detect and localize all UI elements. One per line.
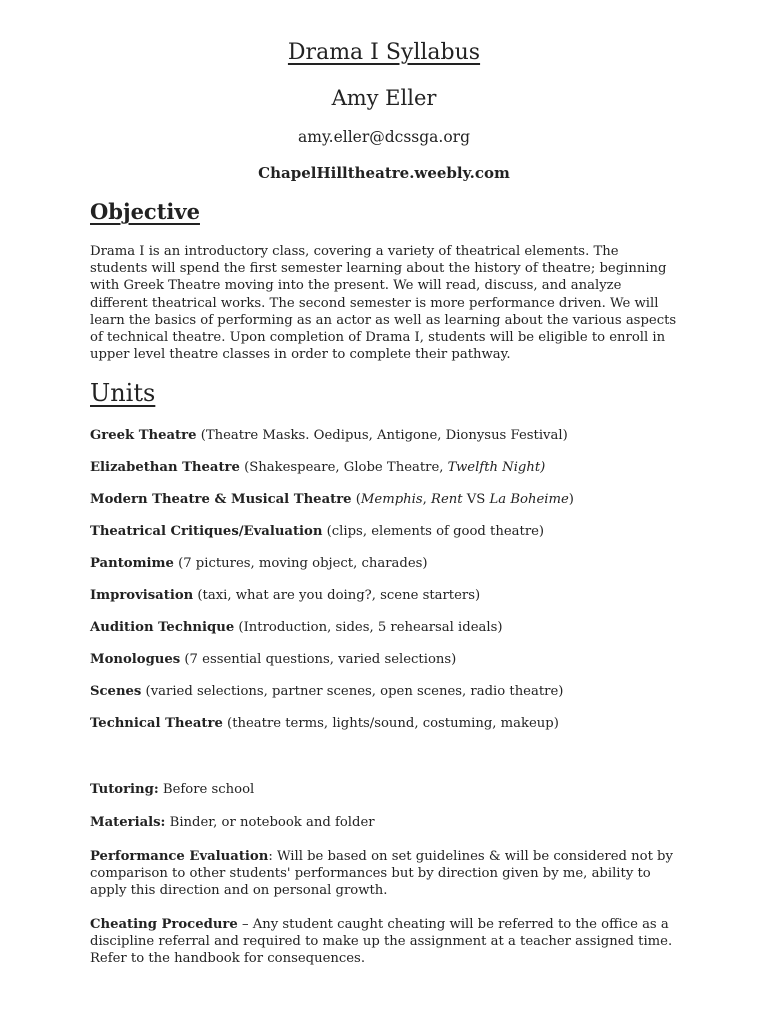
- materials-label: Materials:: [90, 815, 166, 830]
- cheating-text: – Any student caught cheating will be referred to the office as a discipline referral and required to make up the assignment at a teacher assigned time. Refer to the handbook for consequences.: [90, 917, 673, 967]
- unit-detail: (7 essential questions, varied selections): [180, 652, 457, 667]
- objective-body: Drama I is an introductory class, covering a variety of theatrical elements. The students will spend the first semester learning about the history of theatre; beginning with Greek Theatre moving into the present. We will read, discuss, and analyze different theatrical works. The second semester is more performance driven. We will learn the basics of performing as an actor as well as learning about the various aspects of technical theatre. Upon completion of Drama I, students will be eligible to enroll in upper level theatre classes in order to complete their pathway.: [90, 244, 677, 363]
- unit-detail: (Shakespeare, Globe Theatre,: [239, 460, 448, 475]
- unit-detail-italic: Rent: [431, 492, 463, 507]
- unit-detail: (Theatre Masks. Oedipus, Antigone, Dionysus Festival): [196, 428, 568, 443]
- unit-detail: (clips, elements of good theatre): [322, 524, 545, 539]
- unit-detail: ): [568, 492, 574, 507]
- unit-item: [90, 428, 690, 443]
- evaluation-paragraph: [90, 848, 680, 900]
- unit-detail: (: [351, 492, 361, 507]
- unit-name: Pantomime: [90, 556, 174, 571]
- unit-detail: ,: [422, 492, 432, 507]
- unit-name: Improvisation: [90, 588, 194, 603]
- unit-detail-italic: Memphis: [360, 492, 423, 507]
- website-link[interactable]: ChapelHilltheatre.weebly.com: [258, 164, 510, 182]
- unit-detail: VS: [462, 492, 490, 507]
- unit-detail: (theatre terms, lights/sound, costuming, makeup): [222, 716, 559, 731]
- cheating-paragraph: [90, 916, 680, 968]
- unit-name: Modern Theatre & Musical Theatre: [90, 492, 352, 507]
- unit-detail: (taxi, what are you doing?, scene starters): [193, 588, 481, 603]
- unit-detail-italic: Twelfth Night): [447, 460, 546, 475]
- unit-name: Greek Theatre: [90, 428, 197, 443]
- tutoring-line: [90, 782, 690, 797]
- tutoring-label: Tutoring:: [90, 782, 159, 797]
- unit-detail: (7 pictures, moving object, charades): [173, 556, 428, 571]
- unit-item: [90, 588, 690, 603]
- unit-item: [90, 492, 690, 507]
- unit-item: [90, 556, 690, 571]
- unit-name: Scenes: [90, 684, 142, 699]
- unit-detail: (Introduction, sides, 5 rehearsal ideals): [234, 620, 503, 635]
- unit-item: [90, 620, 690, 635]
- unit-item: [90, 716, 690, 731]
- unit-name: Monologues: [90, 652, 181, 667]
- unit-item: [90, 460, 690, 475]
- evaluation-label: Performance Evaluation: [90, 849, 269, 864]
- materials-line: [90, 815, 690, 830]
- unit-item: [90, 684, 690, 699]
- document-title: Drama I Syllabus: [287, 40, 481, 65]
- unit-detail: (varied selections, partner scenes, open scenes, radio theatre): [141, 684, 564, 699]
- author-email: amy.eller@dcssga.org: [298, 128, 470, 146]
- cheating-label: Cheating Procedure: [90, 917, 238, 932]
- unit-name: Theatrical Critiques/Evaluation: [90, 524, 323, 539]
- unit-name: Audition Technique: [90, 620, 235, 635]
- evaluation-text: : Will be based on set guidelines & will be considered not by comparison to other students' performances but by direction given by me, ability to apply this direction and on personal growth.: [90, 849, 673, 899]
- tutoring-text: Before school: [158, 782, 255, 797]
- unit-item: [90, 524, 690, 539]
- author-name: Amy Eller: [331, 86, 437, 110]
- unit-name: Technical Theatre: [90, 716, 223, 731]
- unit-item: [90, 652, 690, 667]
- materials-text: Binder, or notebook and folder: [165, 815, 375, 830]
- units-heading: Units: [90, 379, 156, 407]
- unit-detail-italic: La Boheime: [489, 492, 569, 507]
- objective-heading: Objective: [90, 199, 200, 224]
- unit-name: Elizabethan Theatre: [90, 460, 240, 475]
